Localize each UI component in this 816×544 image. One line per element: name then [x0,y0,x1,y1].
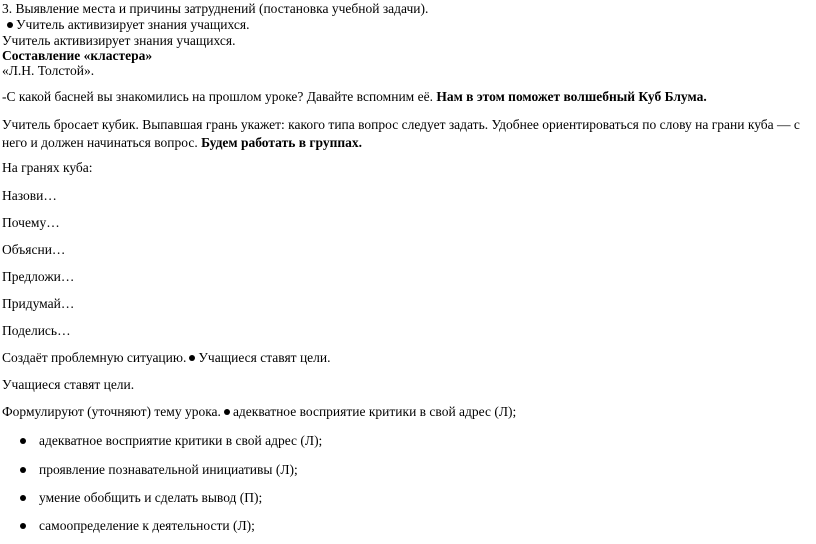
list-item [20,462,298,478]
question-bold-text: Нам в этом поможет волшебный Куб Блума. [436,89,707,104]
face-item [2,242,65,258]
bullet-icon [224,409,230,415]
problem-text: Создаёт проблемную ситуацию. [2,350,187,365]
face-item-text: Почему… [2,215,60,230]
face-item-text: Поделись… [2,323,71,338]
bullet-icon [20,467,26,473]
face-item [2,188,57,204]
plain-line-text: Учитель активизирует знания учащихся. [2,33,236,48]
list-item [20,490,262,506]
formulate-line [2,404,516,420]
faces-intro-text: На гранях куба: [2,160,93,175]
face-item-text: Придумай… [2,296,75,311]
bullet-line-text: Учитель активизирует знания учащихся. [16,17,250,32]
author-line [2,63,94,79]
formulate-text: Формулируют (уточняют) тему урока. [2,404,221,419]
faces-intro [2,160,93,176]
cube-bold-text: Будем работать в группах. [201,135,363,150]
cluster-title-text: Составление «кластера» [2,48,153,63]
section-heading-text: 3. Выявление места и причины затруднений (постановка учебной задачи). [2,1,429,16]
author-text: «Л.Н. Толстой». [2,63,95,78]
face-item [2,269,74,285]
problem-line [2,350,331,366]
list-item-text: проявление познавательной инициативы (Л); [39,462,298,477]
list-item [20,433,322,449]
question-text: -С какой басней вы знакомились на прошлом уроке? Давайте вспомним её. [2,89,437,104]
problem-bullet-text: Учащиеся ставят цели. [198,350,331,365]
bullet-icon [20,523,26,529]
formulate-bullet-text: адекватное восприятие критики в свой адрес (Л); [232,404,517,419]
face-item-text: Предложи… [2,269,75,284]
list-item-text: самоопределение к деятельности (Л); [39,518,255,533]
bullet-line [4,17,249,33]
list-item-text: адекватное восприятие критики в свой адрес (Л); [39,433,323,448]
face-item [2,296,74,312]
bullet-icon [7,22,13,28]
goals-line [2,377,134,393]
bullet-icon [20,438,26,444]
face-item [2,215,60,231]
face-item-text: Назови… [2,188,57,203]
cluster-title [2,48,152,64]
face-item [2,323,71,339]
goals-text: Учащиеся ставят цели. [2,377,135,392]
face-item-text: Объясни… [2,242,66,257]
list-item [20,518,255,534]
bullet-icon [20,495,26,501]
question-paragraph [2,89,707,105]
plain-line [2,33,235,49]
list-item-text: умение обобщить и сделать вывод (П); [39,490,263,505]
cube-text: Учитель бросает кубик. Выпавшая грань укажет: какого типа вопрос следует задать. Удобнее ориентироваться по слову на грани куба — с него и должен начинаться вопрос. [2,117,800,150]
bullet-icon [189,355,195,361]
section-heading [2,1,428,17]
cube-paragraph [2,116,802,152]
